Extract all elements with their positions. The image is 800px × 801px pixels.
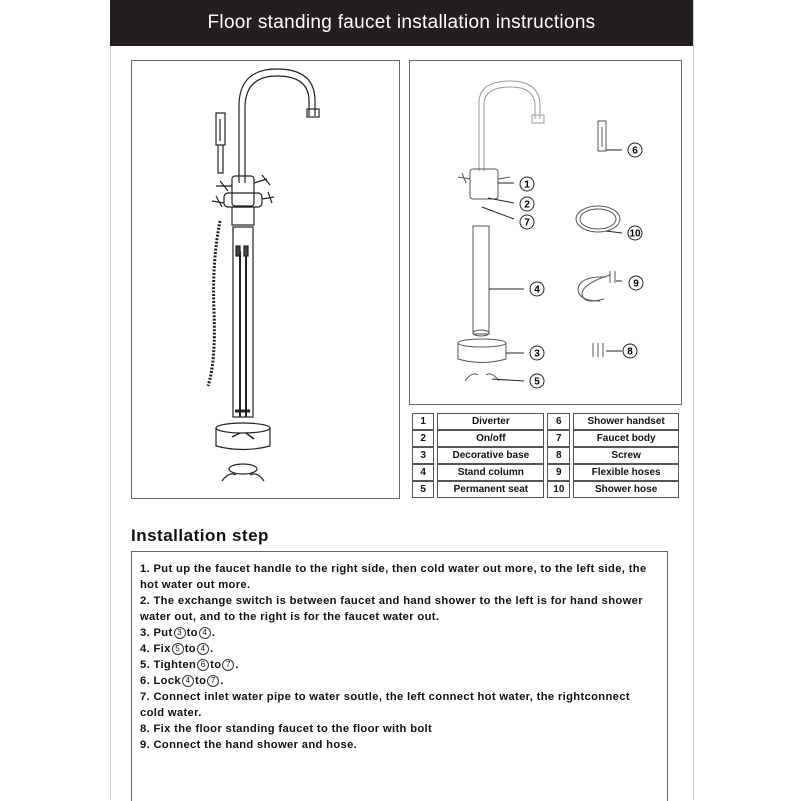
part-name: Diverter — [437, 413, 544, 430]
svg-text:7: 7 — [524, 217, 530, 229]
part-number: 10 — [547, 481, 570, 498]
parts-table — [409, 413, 682, 498]
part-number: 4 — [412, 464, 434, 481]
part-number: 5 — [412, 481, 434, 498]
part-number: 7 — [547, 430, 570, 447]
svg-text:9: 9 — [633, 278, 639, 290]
part-number: 1 — [412, 413, 434, 430]
part-number: 2 — [412, 430, 434, 447]
part-name: Stand column — [437, 464, 544, 481]
part-number: 3 — [412, 447, 434, 464]
callout-1 — [520, 177, 534, 191]
section-title: Installation step — [131, 526, 269, 545]
assembled-faucet-drawing — [132, 61, 399, 498]
exploded-parts-panel — [409, 60, 682, 405]
step-3: 3. Put 3 to 4 . — [140, 627, 216, 639]
step-5: 5. Tighten 6 to 7 . — [140, 659, 239, 671]
step-2: 2. The exchange switch is between faucet and hand shower to the left is for hand shower water out, and to the right is for the faucet water out. — [140, 595, 643, 623]
callout-layer — [410, 61, 681, 404]
callout-4 — [530, 282, 544, 296]
step-7: 7. Connect inlet water pipe to water soutle, the left connect hot water, the rightconnect cold water. — [140, 691, 630, 719]
callout-7 — [520, 215, 534, 229]
callout-9 — [629, 276, 643, 290]
svg-text:1: 1 — [524, 179, 530, 191]
part-name: Screw — [573, 447, 679, 464]
part-number: 6 — [547, 413, 570, 430]
assembled-faucet-panel — [131, 60, 400, 499]
svg-text:2: 2 — [524, 199, 530, 211]
svg-text:3: 3 — [534, 348, 540, 360]
installation-steps — [140, 561, 650, 753]
callout-5 — [530, 374, 544, 388]
callout-2 — [520, 197, 534, 211]
part-name: Shower handset — [573, 413, 679, 430]
table-row — [412, 430, 679, 447]
part-name: Permanent seat — [437, 481, 544, 498]
page-title: Floor standing faucet installation instructions — [110, 0, 693, 46]
callout-8 — [623, 344, 637, 358]
svg-text:6: 6 — [632, 145, 638, 157]
svg-text:4: 4 — [534, 284, 540, 296]
callout-3 — [530, 346, 544, 360]
part-number: 9 — [547, 464, 570, 481]
part-name: Shower hose — [573, 481, 679, 498]
part-number: 8 — [547, 447, 570, 464]
svg-text:8: 8 — [627, 346, 633, 358]
step-6: 6. Lock 4 to 7 . — [140, 675, 224, 687]
part-name: Faucet body — [573, 430, 679, 447]
part-name: Decorative base — [437, 447, 544, 464]
step-9: 9. Connect the hand shower and hose. — [140, 739, 358, 751]
step-4: 4. Fix 5 to 4 . — [140, 643, 214, 655]
svg-text:10: 10 — [629, 228, 641, 240]
callout-10 — [628, 226, 642, 240]
part-name: On/off — [437, 430, 544, 447]
table-row — [412, 447, 679, 464]
svg-text:5: 5 — [534, 376, 540, 388]
table-row — [412, 413, 679, 430]
table-row — [412, 464, 679, 481]
table-row — [412, 481, 679, 498]
part-name: Flexible hoses — [573, 464, 679, 481]
callout-6 — [628, 143, 642, 157]
step-1: 1. Put up the faucet handle to the right side, then cold water out more, to the left side, the hot water out more. — [140, 563, 647, 591]
step-8: 8. Fix the floor standing faucet to the floor with bolt — [140, 723, 433, 735]
